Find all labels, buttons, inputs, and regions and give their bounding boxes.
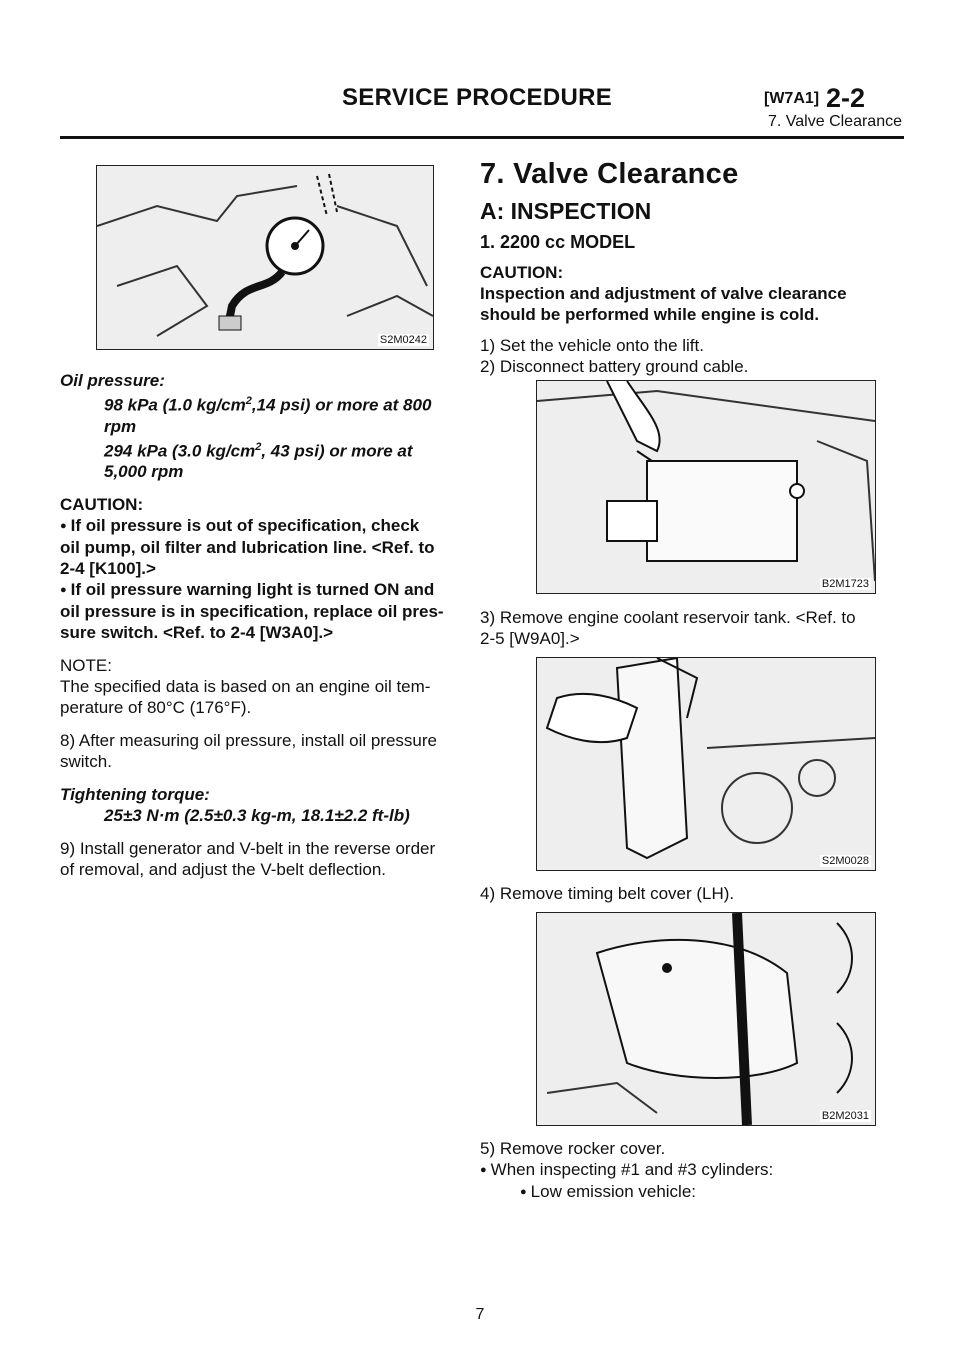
torque-label: Tightening torque: [60,785,210,805]
header-code: [W7A1] [764,90,820,107]
oil-pressure-line-2: rpm [104,416,137,436]
figure-battery-cable [536,380,876,594]
figure-caption: B2M1723 [821,578,869,590]
figure-caption: S2M0242 [379,334,427,346]
caution-item-1: ● If oil pressure is out of specification, check [60,515,460,537]
header-subtitle: 7. Valve Clearance [768,113,902,130]
step-3-ref: 2-5 [W9A0].> [480,629,580,648]
figure-timing-belt-cover [536,912,876,1126]
step-1: 1) Set the vehicle onto the lift. [480,336,704,355]
torque-value: 25±3 N·m (2.5±0.3 kg-m, 18.1±2.2 ft-lb) [104,806,410,826]
step-3-block [480,607,900,649]
caution-item-1-cont: oil pump, oil filter and lubrication line. <Ref. to [60,538,435,558]
oil-gauge-illustration [97,166,433,349]
figure-caption: B2M2031 [821,1110,869,1122]
oil-pressure-label: Oil pressure: [60,371,165,390]
reservoir-illustration [537,658,875,870]
note-text-cont: perature of 80°C (176°F). [60,698,252,718]
figure-caption: S2M0028 [821,855,869,867]
step-5-block [480,1138,900,1203]
step-5: 5) Remove rocker cover. [480,1139,666,1158]
step-2: 2) Disconnect battery ground cable. [480,357,749,376]
header-title: SERVICE PROCEDURE [342,84,613,111]
step-4-block [480,883,900,904]
header-rule [60,136,904,139]
caution-item-2-ref: sure switch. <Ref. to 2-4 [W3A0].> [60,623,334,643]
section-heading: 7. Valve Clearance [480,158,739,190]
caution-item-2: ● If oil pressure warning light is turned ON and [60,579,460,601]
note-text: The specified data is based on an engine oil tem- [60,677,431,697]
caution-label: CAUTION: [60,495,144,515]
step-9: 9) Install generator and V-belt in the reverse order [60,839,436,859]
step-8-cont: switch. [60,752,112,772]
caution-item-1-ref: 2-4 [K100].> [60,559,156,579]
step-9-cont: of removal, and adjust the V-belt deflection. [60,860,387,880]
header-section: 2-2 [826,83,866,113]
battery-illustration [537,381,875,593]
oil-pressure-line-3: 294 kPa (3.0 $kg/cm^2$, 43 psi) or more at [104,440,413,461]
left-column [60,370,460,880]
page-number: 7 [475,1306,485,1323]
oil-pressure-line-4: 5,000 rpm [104,462,184,482]
caution-label-right: CAUTION: [480,263,564,282]
figure-oil-pressure-gauge [96,165,434,350]
figure-coolant-reservoir [536,657,876,871]
step-4: 4) Remove timing belt cover (LH). [480,884,735,903]
bullet-inspecting: ● When inspecting #1 and #3 cylinders: [480,1159,900,1181]
caution-item-2-cont: oil pressure is in specification, replace oil pres- [60,602,444,622]
step-3: 3) Remove engine coolant reservoir tank. <Ref. to [480,608,856,627]
oil-pressure-line-1: 98 kPa (1.0 $kg/cm^2,14$ psi) or more at 800 [104,395,432,415]
subsection-heading: A: INSPECTION [480,198,652,224]
model-heading: 1. 2200 cc MODEL [480,232,636,252]
right-intro [480,262,900,377]
caution-text-right-cont: should be performed while engine is cold. [480,305,820,324]
bullet-low-emission: ● Low emission vehicle: [480,1181,900,1203]
note-label: NOTE: [60,656,112,676]
caution-text-right: Inspection and adjustment of valve clearance [480,284,847,303]
step-8: 8) After measuring oil pressure, install oil pressure [60,731,437,751]
timing-cover-illustration [537,913,875,1125]
